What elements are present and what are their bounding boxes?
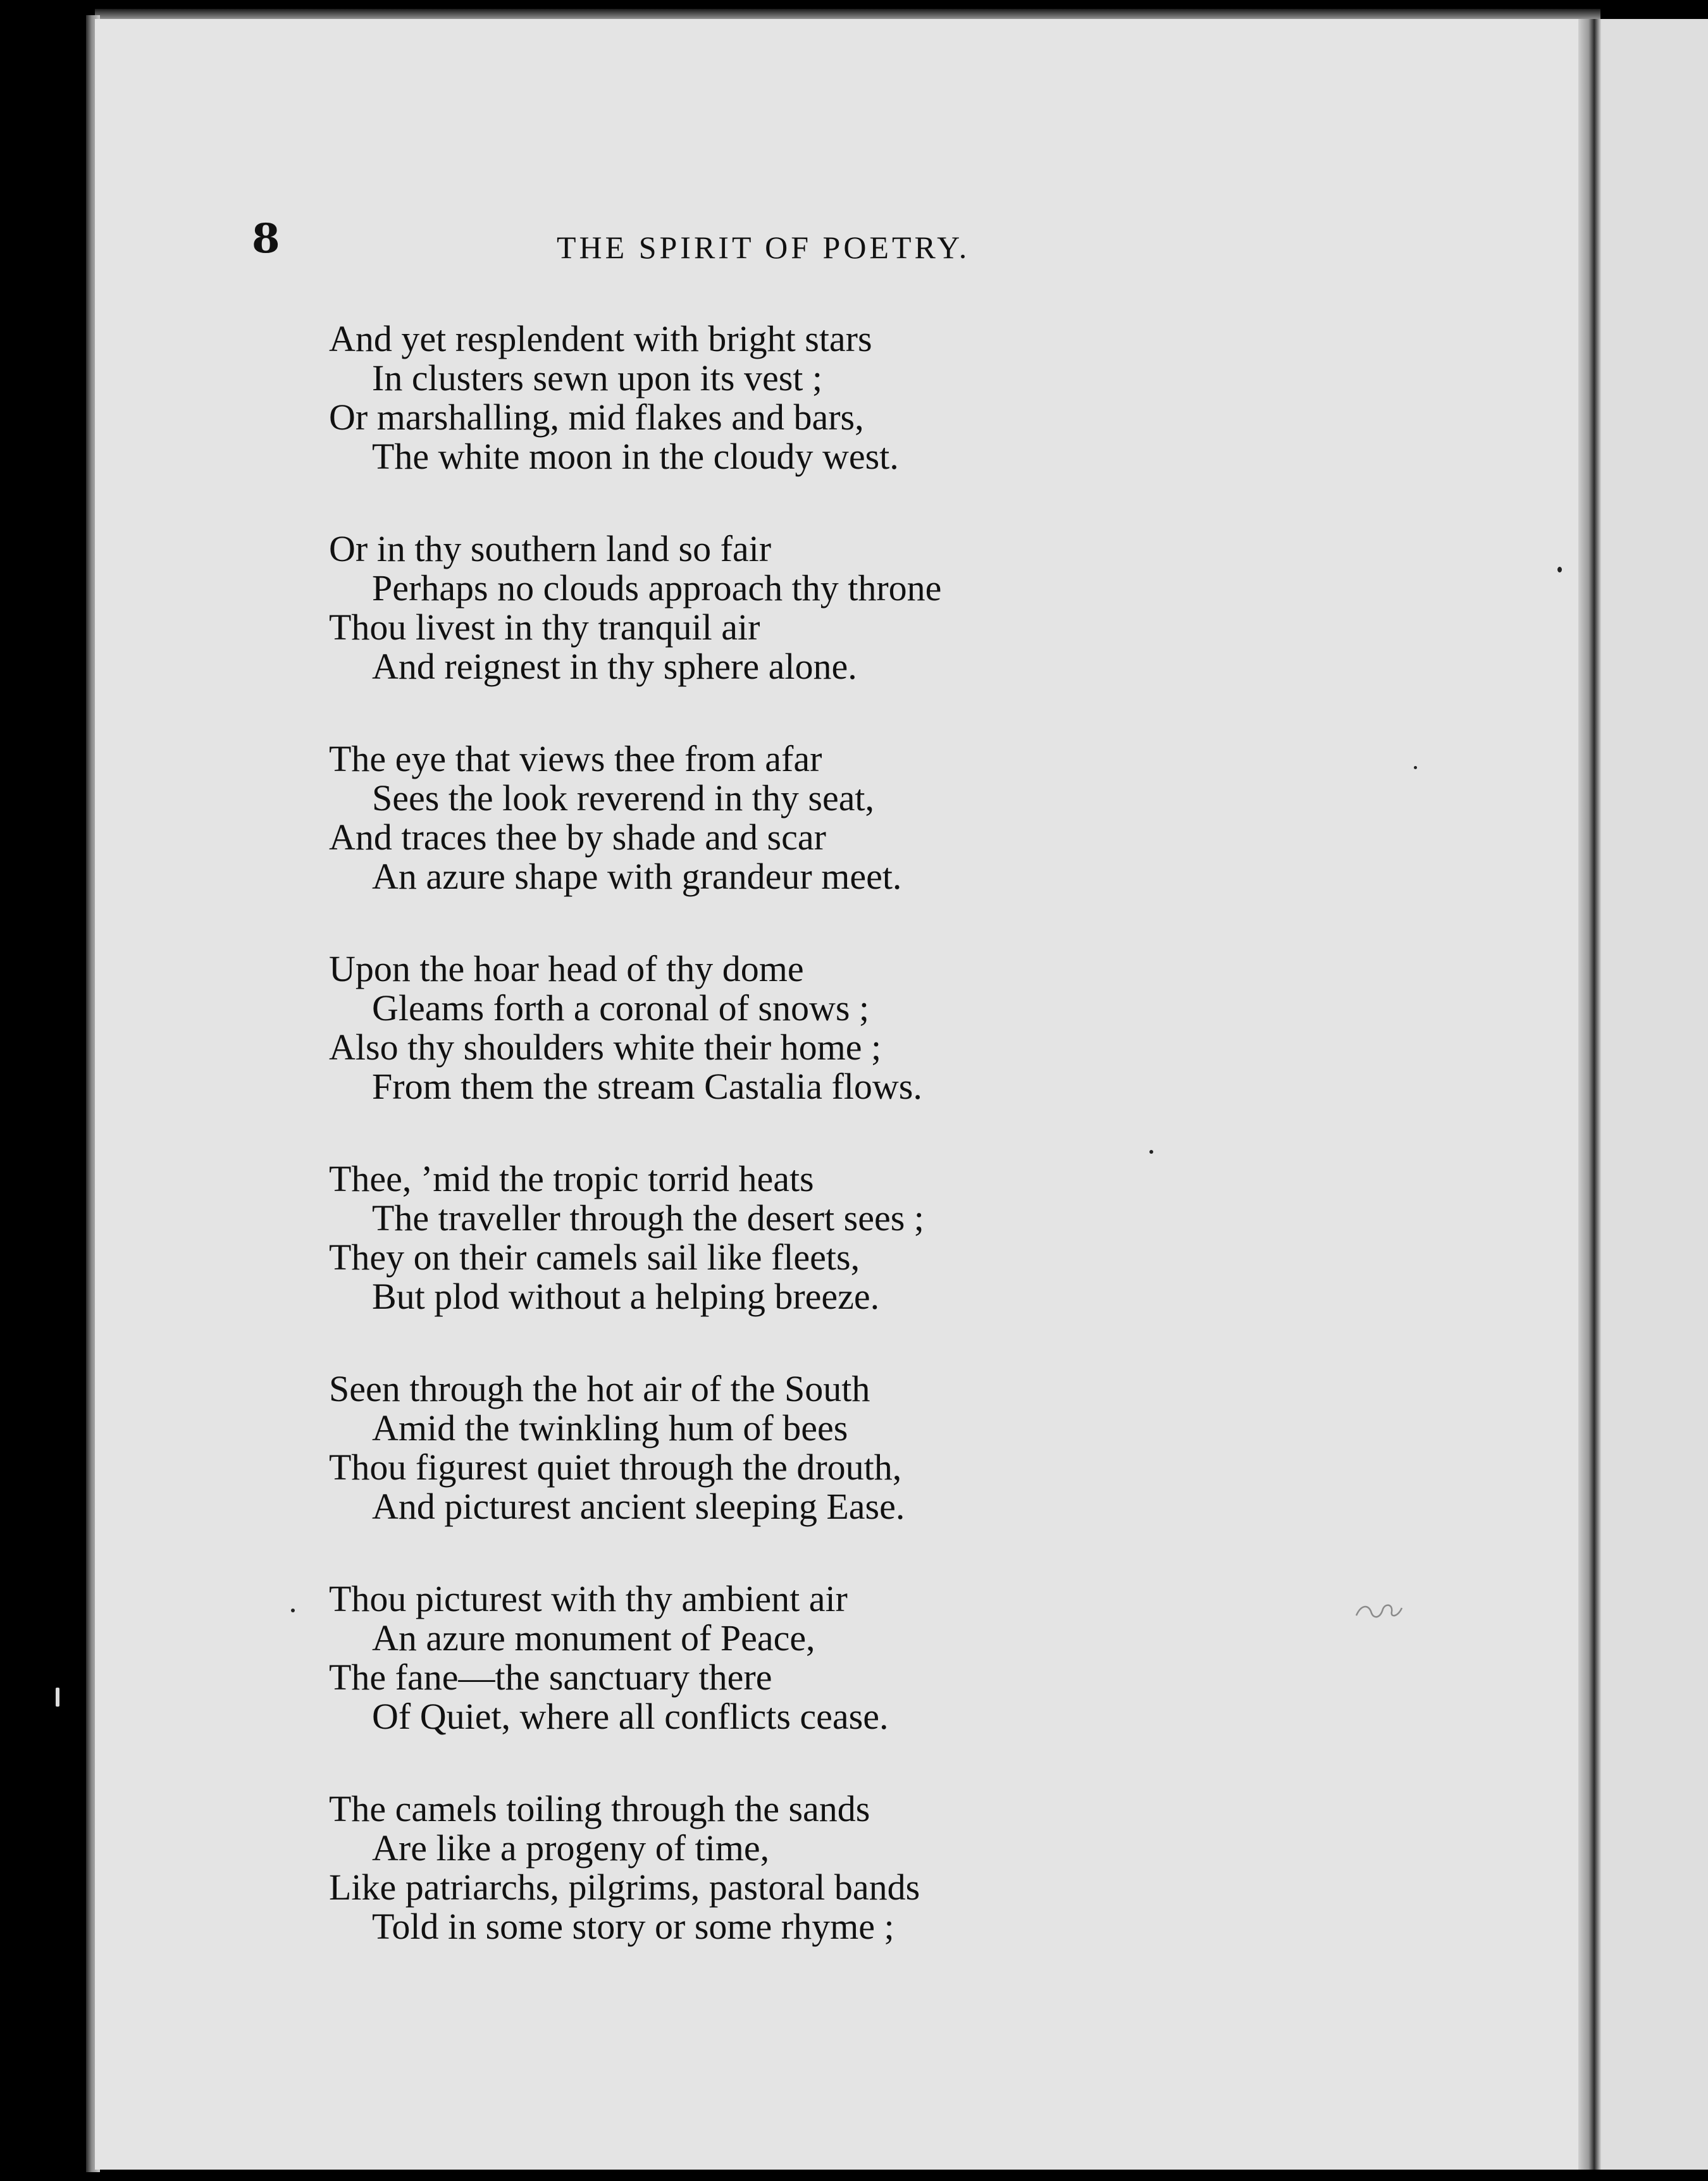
stanza [329, 319, 1499, 476]
stanza [329, 1369, 1499, 1526]
scan-speck [1414, 766, 1417, 769]
stanza [329, 1789, 1499, 1946]
poem-line: The fane—the sanctuary there [329, 1657, 772, 1698]
poem-line: Thou figurest quiet through the drouth, [329, 1447, 902, 1488]
poem-line: An azure shape with grandeur meet. [372, 856, 902, 897]
poem-line: Or marshalling, mid flakes and bars, [329, 397, 864, 438]
poem-line: Upon the hoar head of thy dome [329, 948, 804, 989]
poem-line: Like patriarchs, pilgrims, pastoral bands [329, 1867, 920, 1908]
book-gutter [1578, 19, 1601, 2170]
poem-line: The traveller through the desert sees ; [372, 1197, 924, 1239]
poem-line: And yet resplendent with bright stars [329, 318, 872, 359]
poem-line: Seen through the hot air of the South [329, 1368, 870, 1409]
poem-line: And picturest ancient sleeping Ease. [372, 1486, 905, 1527]
poem-line: And traces thee by shade and scar [329, 817, 826, 858]
poem-line: They on their camels sail like fleets, [329, 1237, 860, 1278]
poem-line: Are like a progeny of time, [372, 1827, 770, 1869]
poem-line: Sees the look reverend in thy seat, [372, 777, 875, 819]
stanza [329, 529, 1499, 686]
pencil-mark [1354, 1600, 1404, 1622]
scan-speck [1557, 567, 1562, 572]
poem-line: An azure monument of Peace, [372, 1617, 815, 1659]
facing-page-edge [1601, 19, 1708, 2170]
stanza [329, 739, 1499, 896]
poem-body [329, 319, 1499, 1999]
poem-line: Perhaps no clouds approach thy throne [372, 567, 942, 609]
poem-line: Told in some story or some rhyme ; [372, 1906, 894, 1947]
page-number: 8 [252, 215, 280, 263]
poem-line: Thou picturest with thy ambient air [329, 1578, 848, 1619]
poem-line: Also thy shoulders white their home ; [329, 1027, 882, 1068]
poem-line: In clusters sewn upon its vest ; [372, 357, 823, 399]
poem-line: The eye that views thee from afar [329, 738, 822, 779]
poem-line: The white moon in the cloudy west. [372, 436, 899, 477]
stanza [329, 1159, 1499, 1316]
poem-line: Of Quiet, where all conflicts cease. [372, 1696, 889, 1737]
poem-line: Thou livest in thy tranquil air [329, 607, 760, 648]
scan-speck [291, 1609, 295, 1612]
poem-line: Amid the twinkling hum of bees [372, 1407, 848, 1449]
poem-line: From them the stream Castalia flows. [372, 1066, 922, 1107]
poem-line: The camels toiling through the sands [329, 1788, 870, 1829]
stanza [329, 1579, 1499, 1736]
poem-line: And reignest in thy sphere alone. [372, 646, 857, 687]
poem-line: Or in thy southern land so fair [329, 528, 772, 569]
poem-line: Gleams forth a coronal of snows ; [372, 987, 870, 1029]
stanza [329, 949, 1499, 1106]
scan-speck [56, 1688, 59, 1707]
poem-line: But plod without a helping breeze. [372, 1276, 880, 1317]
scan-speck [1149, 1150, 1153, 1154]
poem-line: Thee, ’mid the tropic torrid heats [329, 1158, 814, 1199]
running-title: THE SPIRIT OF POETRY. [557, 230, 970, 265]
